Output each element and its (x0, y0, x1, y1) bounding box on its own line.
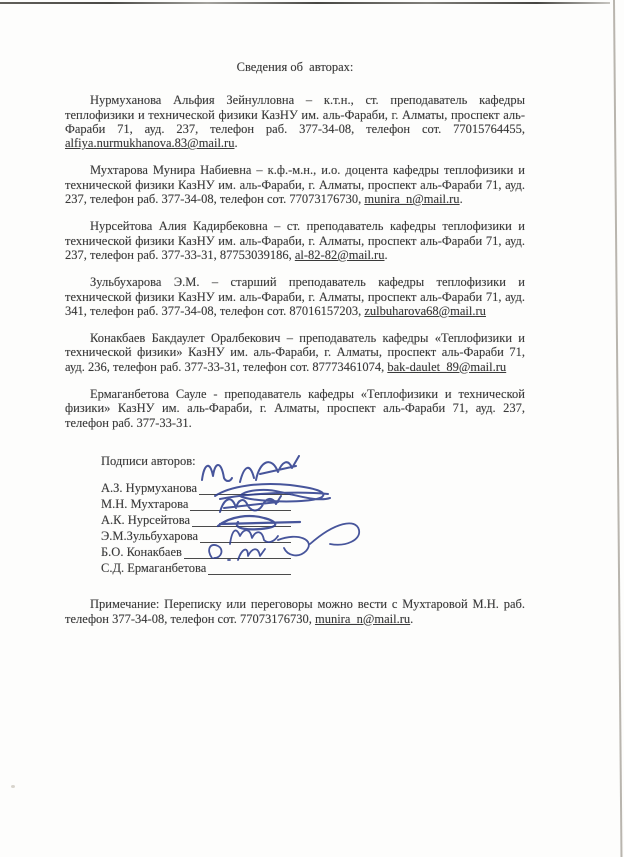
author-text: Ермаганбетова Сауле - преподаватель кафедры «Теплофизики и технической физики» КазНУ им. аль-Фараби, г. Алматы, проспект аль-Фараби 71, ауд. 237, телефон раб. 377-33-31. (65, 387, 525, 430)
signature-name: М.Н. Мухтарова (101, 496, 189, 511)
note-paragraph (65, 597, 525, 626)
author-text: Нурсейтова Алия Кадирбековна – ст. преподаватель кафедры теплофизики и технической физики КазНУ им. аль-Фараби, г. Алматы, проспект аль-Фараби 71, ауд. 237, телефон раб. 377-33-31, 87753039186, (65, 219, 525, 262)
signature-line (192, 513, 291, 527)
author-text-end: . (384, 247, 388, 262)
author-paragraph (65, 275, 525, 318)
signature-line (200, 529, 291, 543)
author-text-end: . (459, 192, 463, 207)
signature-line (190, 497, 291, 511)
author-email: al-82-82@mail.ru (294, 247, 385, 262)
author-text: Конакбаев Бакдаулет Оралбекович – преподаватель кафедры «Теплофизики и технической физики» КазНУ им. аль-Фараби, г. Алматы, проспект аль-Фараби 71, ауд. 236, телефон раб. 377-33-31, телефон сот. 87773461074, (65, 331, 525, 374)
note-text-end: . (410, 611, 414, 626)
author-text-end: . (234, 136, 238, 151)
signature-name: Б.О. Конакбаев (101, 544, 182, 559)
document-title: Сведения об авторах: (236, 60, 354, 74)
signature-line (208, 561, 291, 575)
author-paragraph (65, 331, 525, 374)
signature-row (101, 543, 291, 559)
note-text: Примечание: Переписку или переговоры можно вести с Мухтаровой М.Н. раб. телефон 377-34-08, телефон сот. 77073176730, (65, 597, 525, 626)
author-paragraph (65, 163, 525, 206)
signature-rows (101, 479, 525, 575)
signature-row (101, 527, 291, 543)
signature-name: Э.М.Зульбухарова (101, 528, 199, 543)
document-content (65, 60, 525, 626)
author-paragraph (65, 93, 525, 150)
author-text: Нурмуханова Альфия Зейнулловна – к.т.н., ст. преподаватель кафедры теплофизики и технической физики КазНУ им. аль-Фараби, г. Алматы, проспект аль-Фараби 71, ауд. 237, телефон раб. 377-34-08, телефон сот. 77015764455, (65, 93, 525, 136)
signature-name: А.З. Нурмуханова (101, 480, 198, 495)
signature-row (101, 479, 291, 495)
signature-name: А.К. Нурсейтова (101, 512, 191, 527)
note-email: munira_n@mail.ru (314, 611, 411, 626)
signature-name: С.Д. Ермаганбетова (101, 560, 207, 575)
scan-top-edge-artifact (0, 2, 610, 4)
author-email: munira_n@mail.ru (364, 192, 460, 207)
author-email: bak-daulet_89@mail.ru (387, 359, 507, 374)
scan-speck (11, 785, 15, 788)
author-text: Зульбухарова Э.М. – старший преподаватель кафедры теплофизики и технической физики КазНУ им. аль-Фараби, г. Алматы, проспект аль-Фараби 71, ауд. 341, телефон раб. 377-34-08, телефон сот. 87016157203, (65, 275, 525, 318)
signatures-label: Подписи авторов: (101, 453, 196, 468)
author-email: alfiya.nurmukhanova.83@mail.ru (65, 136, 235, 151)
author-text: Мухтарова Мунира Набиевна – к.ф.-м.н., и.о. доцента кафедры теплофизики и технической физики КазНУ им. аль-Фараби, г. Алматы, проспект аль-Фараби 71, ауд. 237, телефон раб. 377-34-08, телефон сот. 77073176730, (65, 163, 525, 207)
signature-row (101, 495, 291, 511)
author-paragraph (65, 387, 525, 430)
scan-right-edge-artifact (613, 0, 623, 857)
author-paragraph (65, 219, 525, 262)
signature-row (101, 511, 291, 527)
author-paragraphs (65, 93, 525, 430)
signature-row (101, 559, 291, 575)
signature-line (184, 545, 291, 559)
signature-line (199, 481, 291, 495)
signatures-section (101, 454, 525, 575)
author-email: zulbuharova68@mail.ru (364, 303, 486, 318)
